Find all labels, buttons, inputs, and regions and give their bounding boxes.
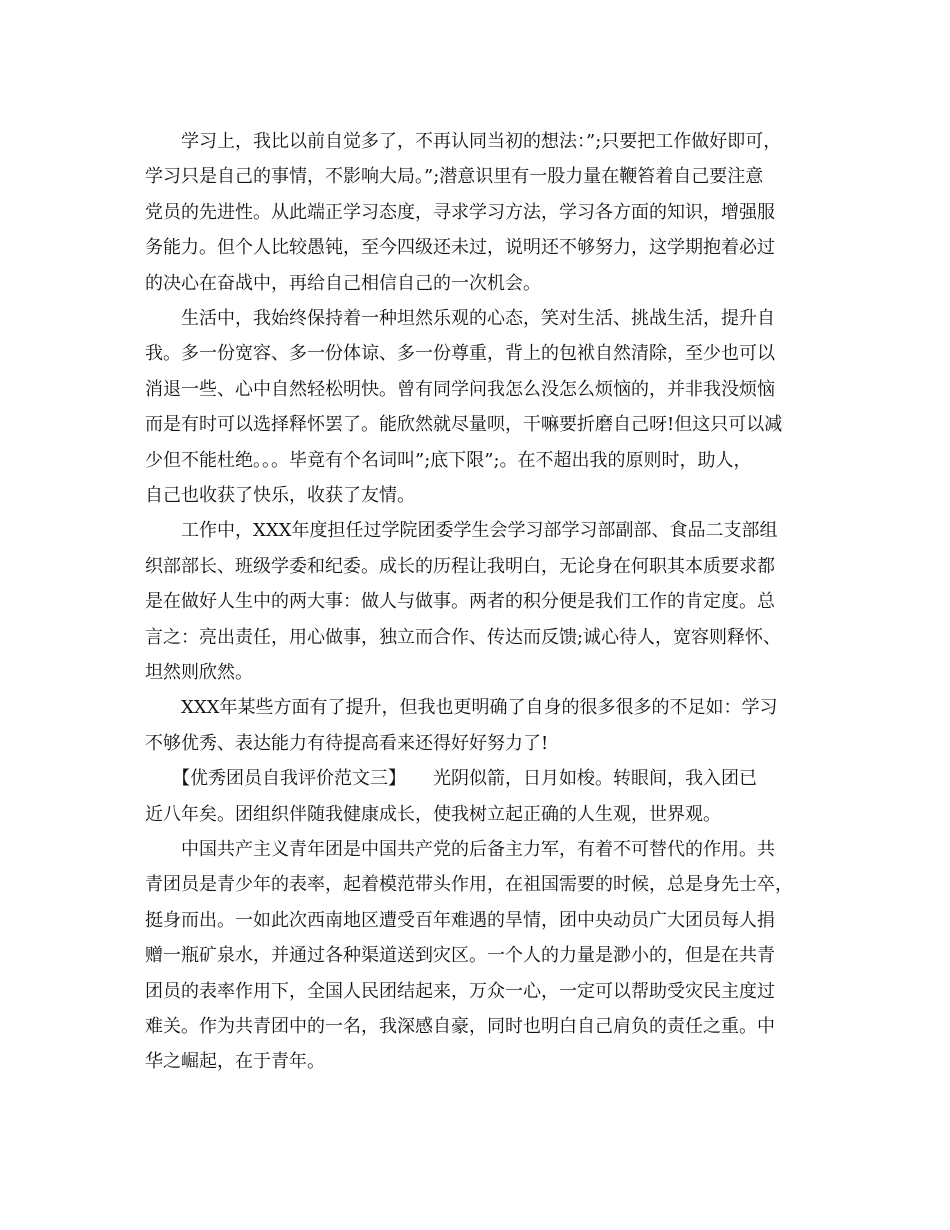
text-line: 是在做好人生中的两大事：做人与做事。两者的积分便是我们工作的肯定度。总 bbox=[145, 591, 775, 613]
text-line: 自己也收获了快乐，收获了友情。 bbox=[145, 485, 415, 506]
text-line: 织部部长、班级学委和纪委。成长的历程让我明白，无论身在何职其本质要求都 bbox=[145, 555, 775, 577]
text-line: 少但不能杜绝。。。毕竟有个名词叫”;底下限”;。在不超出我的原则时，助人， bbox=[145, 449, 752, 471]
text-line: 学习只是自己的事情，不影响大局。”;潜意识里有一股力量在鞭笞着自己要注意 bbox=[145, 166, 764, 188]
text-line: 不够优秀、表达能力有待提高看来还得好好努力了! bbox=[145, 732, 549, 754]
text-line: 而是有时可以选择释怀罢了。能欣然就尽量呗，干嘛要折磨自己呀!但这只可以减 bbox=[145, 414, 783, 436]
text-line: 近八年矣。团组织伴随我健康成长，使我树立起正确的人生观，世界观。 bbox=[145, 803, 721, 825]
text-line: XXX年某些方面有了提升，但我也更明确了自身的很多很多的不足如：学习 bbox=[145, 697, 778, 719]
text-line: 生活中，我始终保持着一种坦然乐观的心态，笑对生活、挑战生活，提升自 bbox=[145, 308, 775, 329]
text-line: 赠一瓶矿泉水，并通过各种渠道送到灾区。一个人的力量是渺小的，但是在共青 bbox=[145, 945, 775, 967]
text-line: 言之：亮出责任，用心做事，独立而合作、传达而反馈;诚心待人，宽容则释怀、 bbox=[145, 626, 782, 648]
text-line: 我。多一份宽容、多一份体谅、多一份尊重，背上的包袱自然清除，至少也可以 bbox=[145, 343, 775, 365]
text-line: 【优秀团员自我评价范文三】 光阴似箭，日月如梭。转眼间，我入团已 bbox=[145, 768, 757, 790]
text-line: 坦然则欣然。 bbox=[145, 662, 253, 683]
text-line: 华之崛起，在于青年。 bbox=[145, 1051, 325, 1073]
text-line: 消退一些、心中自然轻松明快。曾有同学问我怎么没怎么烦恼的，并非我没烦恼 bbox=[145, 378, 775, 400]
text-line: 党员的先进性。从此端正学习态度，寻求学习方法，学习各方面的知识，增强服 bbox=[145, 201, 775, 223]
text-line: 难关。作为共青团中的一名，我深感自豪，同时也明白自己肩负的责任之重。中 bbox=[145, 1016, 775, 1037]
text-line: 团员的表率作用下，全国人民团结起来，万众一心，一定可以帮助受灾民主度过 bbox=[145, 980, 775, 1002]
text-line: 务能力。但个人比较愚钝，至今四级还未过，说明还不够努力，这学期抱着必过 bbox=[145, 237, 775, 259]
text-line: 工作中，XXX年度担任过学院团委学生会学习部学习部副部、食品二支部组 bbox=[145, 520, 778, 542]
text-line: 中国共产主义青年团是中国共产党的后备主力军，有着不可替代的作用。共 bbox=[145, 839, 775, 860]
text-line: 挺身而出。一如此次西南地区遭受百年难遇的旱情，团中央动员广大团员每人捐 bbox=[145, 909, 775, 931]
text-line: 青团员是青少年的表率，起着模范带头作用，在祖国需要的时候，总是身先士卒， bbox=[145, 874, 793, 896]
text-line: 的决心在奋战中，再给自己相信自己的一次机会。 bbox=[145, 272, 541, 294]
text-line: 学习上，我比以前自觉多了，不再认同当初的想法：”;只要把工作做好即可， bbox=[145, 131, 782, 152]
